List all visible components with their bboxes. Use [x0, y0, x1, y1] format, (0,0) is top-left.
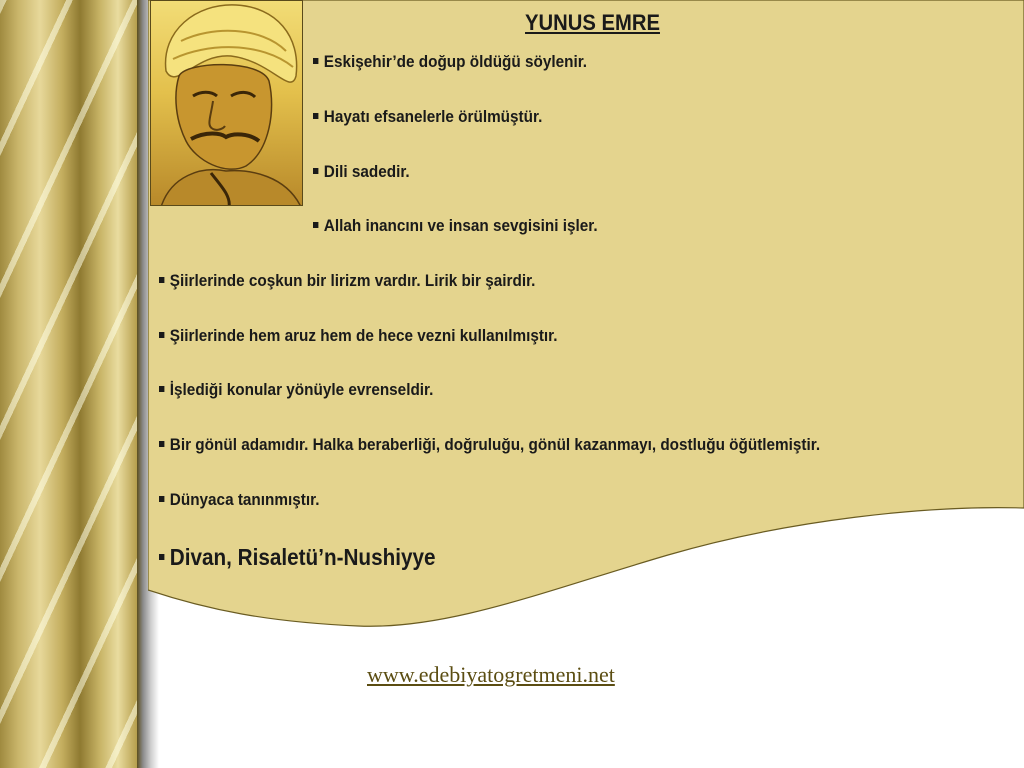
website-link[interactable]: www.edebiyatogretmeni.net — [367, 662, 615, 687]
list-item-text: Şiirlerinde coşkun bir lirizm vardır. Lirik bir şairdir. — [169, 271, 536, 290]
list-item-works — [159, 544, 436, 571]
list-item-text: Şiirlerinde hem aruz hem de hece vezni kullanılmıştır. — [169, 326, 558, 345]
list-item-text: Dünyaca tanınmıştır. — [169, 490, 320, 509]
list-item-text: Hayatı efsanelerle örülmüştür. — [323, 107, 543, 126]
list-item — [313, 107, 542, 127]
list-item-text: Divan, Risaletü’n-Nushiyye — [169, 544, 436, 570]
bullet-icon — [313, 168, 318, 174]
list-item — [159, 490, 319, 510]
bullet-icon — [313, 58, 318, 64]
bullet-icon — [159, 496, 164, 502]
list-item — [313, 162, 410, 182]
list-item — [313, 52, 587, 72]
list-item-text: Eskişehir’de doğup öldüğü söylenir. — [323, 52, 588, 71]
bullet-icon — [159, 441, 164, 447]
bullet-icon — [313, 113, 318, 119]
bullet-icon — [159, 554, 164, 560]
page-title: YUNUS EMRE — [525, 10, 660, 35]
list-item-text: İşlediği konular yönüyle evrenseldir. — [169, 380, 434, 399]
list-item — [159, 326, 558, 346]
list-item — [159, 380, 433, 400]
list-item-text: Bir gönül adamıdır. Halka beraberliği, doğruluğu, gönül kazanmayı, dostluğu öğütlemiştir. — [169, 435, 821, 454]
bullet-icon — [313, 222, 318, 228]
list-item — [159, 435, 820, 455]
list-item — [313, 216, 598, 236]
list-item — [159, 271, 535, 291]
bullet-icon — [159, 277, 164, 283]
portrait-image — [150, 0, 303, 206]
bullet-icon — [159, 386, 164, 392]
list-item-text: Allah inancını ve insan sevgisini işler. — [323, 216, 598, 235]
bullet-icon — [159, 332, 164, 338]
list-item-text: Dili sadedir. — [323, 162, 410, 181]
decorative-column — [0, 0, 150, 768]
